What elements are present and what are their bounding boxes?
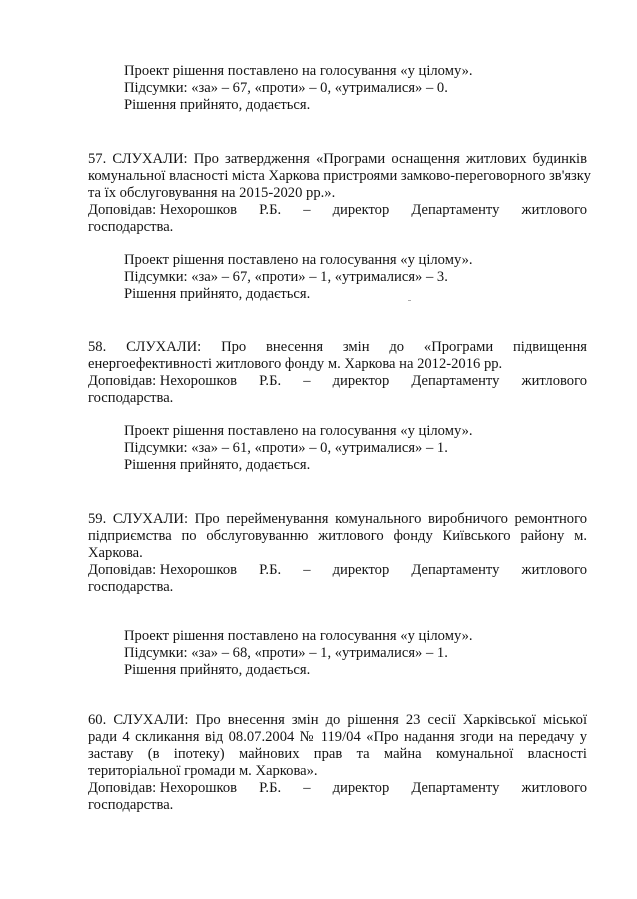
agenda-item-57 — [88, 151, 591, 236]
speaker-line — [88, 373, 587, 390]
speaker-word: Департаменту — [411, 202, 500, 218]
speaker-word: – — [303, 373, 311, 389]
item-text-line: заставу (в іпотеку) майнових прав та майна комунальної власності — [88, 746, 587, 762]
speaker-word: Р.Б. — [259, 780, 282, 796]
vote-line: Проект рішення поставлено на голосування «у цілому». — [124, 63, 473, 79]
speaker-continuation: господарства. — [88, 390, 174, 406]
speaker-word: Доповідав: Нехорошков — [88, 780, 238, 796]
speaker-word: Р.Б. — [259, 373, 282, 389]
item-text-line: енергоефективності житлового фонду м. Харкова на 2012-2016 рр. — [88, 356, 503, 372]
speaker-continuation: господарства. — [88, 219, 174, 235]
vote-line: Рішення прийнято, додається. — [124, 662, 311, 678]
vote-line: Підсумки: «за» – 61, «проти» – 0, «утрималися» – 1. — [124, 440, 448, 456]
speaker-word: Департаменту — [411, 780, 500, 796]
vote-line: Рішення прийнято, додається. — [124, 457, 311, 473]
vote-line: Рішення прийнято, додається. — [124, 97, 311, 113]
speaker-word: житлового — [521, 562, 587, 578]
speaker-word: Департаменту — [411, 373, 500, 389]
agenda-item-60 — [88, 712, 587, 814]
item-text-line: Харкова. — [88, 545, 143, 561]
vote-line: Проект рішення поставлено на голосування «у цілому». — [124, 252, 473, 268]
vote-line: Підсумки: «за» – 68, «проти» – 1, «утрималися» – 1. — [124, 645, 448, 661]
item-text-line: територіальної громади м. Харкова». — [88, 763, 318, 779]
item-text-line: 58. СЛУХАЛИ: Про внесення змін до «Програми підвищення — [88, 339, 587, 355]
speaker-word: директор — [332, 562, 390, 578]
agenda-item-58 — [88, 339, 587, 407]
vote-line: Підсумки: «за» – 67, «проти» – 0, «утрималися» – 0. — [124, 80, 448, 96]
speaker-word: житлового — [521, 373, 587, 389]
vote-line: Проект рішення поставлено на голосування «у цілому». — [124, 423, 473, 439]
speaker-word: директор — [332, 202, 390, 218]
speaker-word: – — [303, 202, 311, 218]
item-text-line: 57. СЛУХАЛИ: Про затвердження «Програми оснащення житлових будинків — [88, 151, 587, 167]
item-text-line: комунальної власності міста Харкова пристроями замково-переговорного зв'язку — [88, 168, 591, 184]
speaker-word: Р.Б. — [259, 562, 282, 578]
speaker-continuation: господарства. — [88, 579, 174, 595]
vote-block — [124, 628, 564, 679]
item-text-line: та їх обслуговування на 2015-2020 рр.». — [88, 185, 336, 201]
speaker-line — [88, 562, 587, 579]
speaker-line — [88, 202, 587, 219]
speaker-continuation: господарства. — [88, 797, 174, 813]
speaker-word: житлового — [521, 202, 587, 218]
speaker-word: Доповідав: Нехорошков — [88, 562, 238, 578]
speaker-word: Доповідав: Нехорошков — [88, 373, 238, 389]
speaker-word: – — [303, 562, 311, 578]
item-text-line: 59. СЛУХАЛИ: Про перейменування комунального виробничого ремонтного — [88, 511, 587, 527]
agenda-item-59 — [88, 511, 587, 596]
vote-line: Проект рішення поставлено на голосування «у цілому». — [124, 628, 473, 644]
speaker-line — [88, 780, 587, 797]
vote-block — [124, 252, 564, 303]
scan-speck — [408, 300, 411, 301]
vote-line: Рішення прийнято, додається. — [124, 286, 311, 302]
speaker-word: директор — [332, 373, 390, 389]
speaker-word: – — [303, 780, 311, 796]
vote-block — [124, 423, 564, 474]
vote-block — [124, 63, 564, 114]
item-text-line: підприємства по обслуговуванню житлового фонду Київського району м. — [88, 528, 587, 544]
item-text-line: 60. СЛУХАЛИ: Про внесення змін до рішення 23 сесії Харківської міської — [88, 712, 587, 728]
vote-line: Підсумки: «за» – 67, «проти» – 1, «утрималися» – 3. — [124, 269, 448, 285]
speaker-word: Департаменту — [411, 562, 500, 578]
speaker-word: Р.Б. — [259, 202, 282, 218]
speaker-word: Доповідав: Нехорошков — [88, 202, 238, 218]
speaker-word: директор — [332, 780, 390, 796]
speaker-word: житлового — [521, 780, 587, 796]
item-text-line: ради 4 скликання від 08.07.2004 № 119/04 «Про надання згоди на передачу у — [88, 729, 587, 745]
